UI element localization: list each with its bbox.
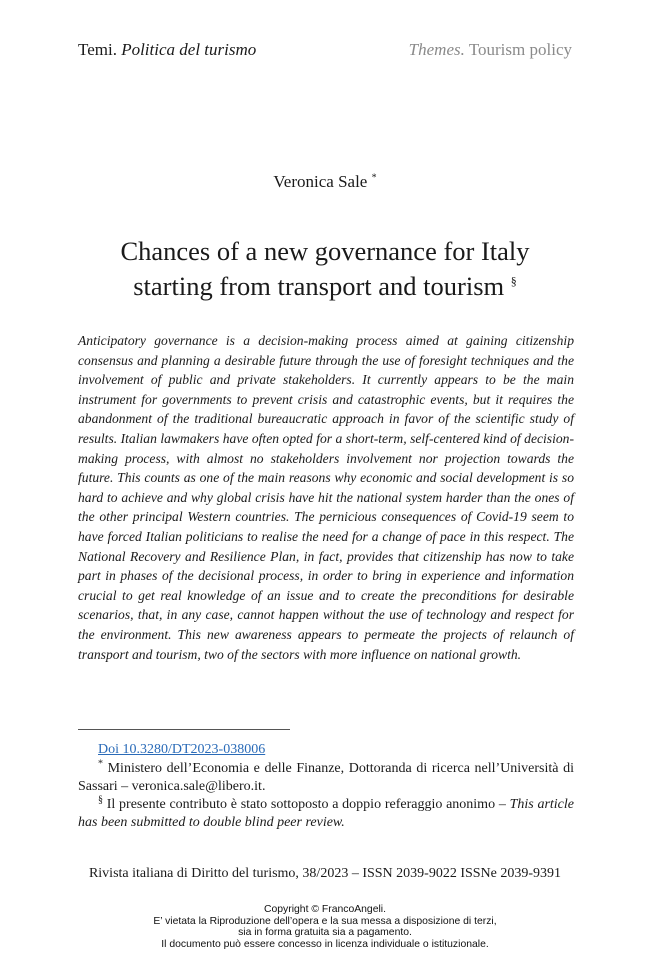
footnote-author-mark: * — [98, 758, 103, 770]
footnote-review — [78, 796, 574, 832]
running-header-left — [78, 40, 256, 60]
header-section-title-en: Tourism policy — [468, 40, 572, 59]
copyright-line-4: Il documento può essere concesso in licenza individuale o istituzionale. — [161, 938, 489, 950]
copyright-line-1: Copyright © FrancoAngeli. — [263, 904, 386, 915]
header-section-title: Politica del turismo — [121, 40, 257, 59]
copyright-line-2: E’ vietata la Riproduzione dell’opera e la sua messa a disposizione di terzi, — [153, 915, 497, 927]
title-footnote-mark: § — [510, 274, 517, 289]
header-section-label-en: Themes. — [408, 40, 465, 59]
doi-link[interactable]: Doi 10.3280/DT2023-038006 — [98, 742, 266, 757]
author-name-text: Veronica Sale — [273, 172, 368, 191]
footnote-author-text: Ministero dell’Economia e delle Finanze, Dottoranda di ricerca nell’Università di Sassari – veronica.sale@libero.it. — [78, 761, 574, 794]
footnote-separator — [78, 729, 290, 730]
author-footnote-mark: * — [371, 172, 377, 184]
footnote-author — [78, 760, 574, 796]
copyright-line-3: sia in forma gratuita sia a pagamento. — [238, 927, 412, 938]
author-name — [0, 172, 650, 192]
footnote-review-english: This article has been submitted to double blind peer review. — [78, 797, 574, 830]
abstract: Anticipatory governance is a decision-making process aimed at gaining citizenship consensus and planning a desirable future through the use of foresight techniques and the involvement of public and private stakeholders. It currently appears to be the main instrument for governments to prevent crisis and catastrophic events, but it requires the abandonment of the traditional bureaucratic approach in favor of the scientific study of results. Italian lawmakers have often opted for a short-term, self-centered kind of decision-making process, with almost no stakeholders involvement nor projection towards the future. This counts as one of the main reasons why economic and social development is so hard to achieve and why global crisis have hit the national system harder than the ones of the other principal Western countries. The pernicious consequences of Covid-19 seem to have forced Italian politicians to realise the need for a change of pace in this respect. The National Recovery and Resilience Plan, in fact, provides that citizenship has now to take part in phases of the decisional process, in order to bring in experience and information crucial to get real knowledge of an issue and to create the preconditions for desirable scenarios, that, in any case, cannot happen without the use of technology and respect for the environment. This new awareness appears to permeate the projects of relaunch of transport and tourism, two of the sectors with more influence on national growth. — [78, 333, 574, 662]
running-header-right — [409, 40, 572, 60]
footnote-review-mark: § — [98, 794, 103, 806]
journal-citation: Rivista italiana di Diritto del turismo, 38/2023 – ISSN 2039-9022 ISSNe 2039-9391 — [88, 866, 562, 881]
header-section-label: Temi. — [78, 40, 117, 59]
title-line-1: Chances of a new governance for Italy — [120, 236, 530, 266]
title-line-2: starting from transport and tourism — [133, 271, 505, 301]
article-title — [60, 234, 590, 304]
copyright-notice — [0, 904, 650, 950]
footnote-review-text: Il presente contributo è stato sottoposto a doppio referaggio anonimo – — [106, 797, 506, 812]
